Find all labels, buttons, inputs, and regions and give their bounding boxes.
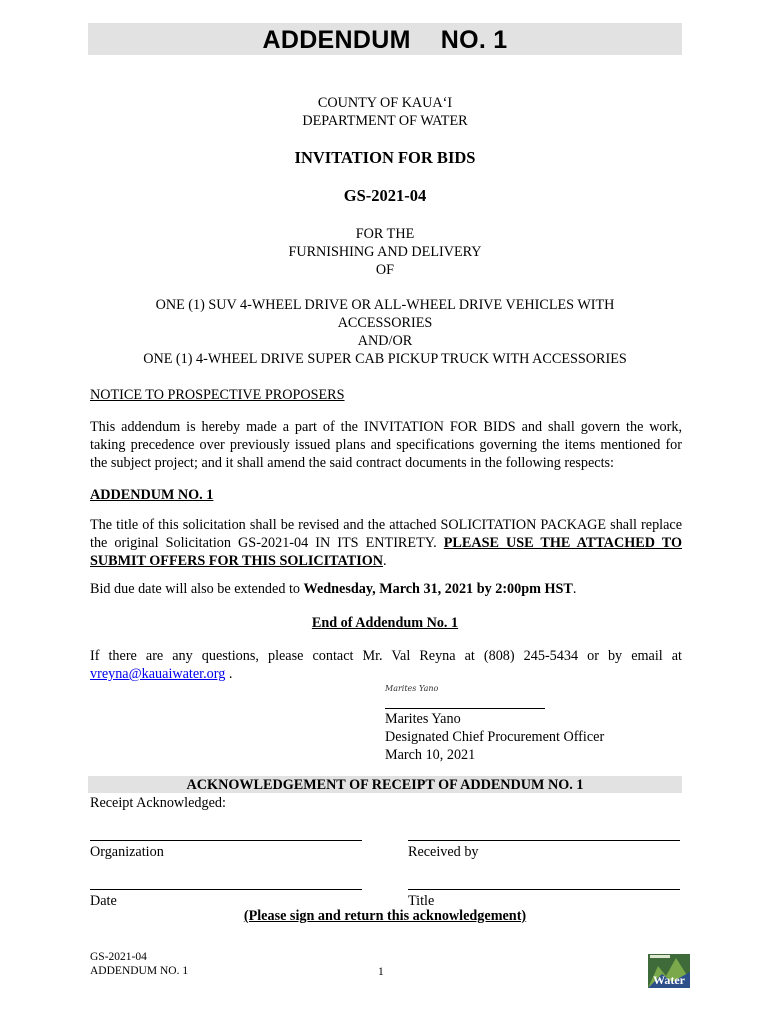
due-date-line: [90, 580, 682, 598]
signer-block: [385, 710, 645, 764]
received-by-field-line[interactable]: [408, 840, 680, 841]
page-number: 1: [378, 966, 384, 978]
furnishing-line: FURNISHING AND DELIVERY: [288, 244, 482, 260]
bid-number: GS-2021-04: [343, 186, 427, 205]
due-date-text: Bid due date will also be extended to: [90, 581, 304, 597]
signature-date: March 10, 2021: [385, 747, 476, 763]
signer-name: Marites Yano: [385, 711, 461, 727]
addendum-body-end: .: [383, 553, 387, 569]
received-by-label: Received by: [408, 844, 479, 860]
contact-end: .: [225, 666, 233, 682]
return-instruction: (Please sign and return this acknowledgement): [243, 908, 527, 924]
organization-label: Organization: [90, 844, 164, 860]
footer-doc-label: ADDENDUM NO. 1: [90, 965, 189, 977]
addendum-title-bar: [88, 23, 682, 55]
contact-text: If there are any questions, please contact Mr. Val Reyna at (808) 245-5434 or by email at: [90, 648, 682, 664]
notice-body: This addendum is hereby made a part of the INVITATION FOR BIDS and shall govern the work, taking precedence over previously issued plans and specifications governing the items mentioned for the subject project; and it shall amend the said contract documents in the following respects:: [90, 419, 682, 471]
addendum-body-emphasis: PLEASE USE THE ATTACHED TO SUBMIT OFFERS FOR THIS SOLICITATION: [90, 535, 683, 569]
for-the: FOR THE: [355, 226, 415, 242]
footer-doc-number: GS-2021-04: [90, 951, 147, 963]
due-date-end: .: [572, 581, 577, 597]
bid-heading: INVITATION FOR BIDS: [294, 148, 476, 167]
organization-field-line[interactable]: [90, 840, 362, 841]
of-line: OF: [375, 262, 395, 278]
title-field-line[interactable]: [408, 889, 680, 890]
andor-line: AND/OR: [357, 333, 413, 349]
water-logo-icon: [648, 954, 690, 988]
date-field-line[interactable]: [90, 889, 362, 890]
due-date-value: Wednesday, March 31, 2021 by 2:00pm HST: [303, 581, 573, 597]
signature-line: [385, 708, 545, 709]
item1-line2: ACCESSORIES: [337, 315, 433, 331]
acknowledgement-heading: ACKNOWLEDGEMENT OF RECEIPT OF ADDENDUM NO. 1: [88, 776, 682, 793]
title-label: Title: [408, 893, 435, 909]
title-right: NO. 1: [440, 26, 508, 54]
date-label: Date: [90, 893, 117, 909]
receipt-acknowledged-label: Receipt Acknowledged:: [90, 795, 226, 811]
addendum-body: [90, 516, 682, 570]
footer-doc-info: [90, 950, 188, 978]
item2-line: ONE (1) 4-WHEEL DRIVE SUPER CAB PICKUP TRUCK WITH ACCESSORIES: [143, 351, 627, 367]
end-of-addendum: End of Addendum No. 1: [311, 615, 459, 631]
notice-heading: NOTICE TO PROSPECTIVE PROPOSERS: [90, 387, 345, 403]
item1-line1: ONE (1) SUV 4-WHEEL DRIVE OR ALL-WHEEL DRIVE VEHICLES WITH: [155, 297, 615, 313]
contact-email-link[interactable]: vreyna@kauaiwater.org: [90, 666, 226, 682]
addendum-heading: ADDENDUM NO. 1: [90, 487, 214, 503]
signer-title: Designated Chief Procurement Officer: [385, 729, 605, 745]
addendum-body-text: The title of this solicitation shall be revised and the attached SOLICITATION PACKAGE shall replace the original Solicitation GS-2021-04 IN ITS ENTIRETY.: [90, 517, 682, 551]
title-left: ADDENDUM: [262, 26, 411, 54]
signature-image: Marites Yano: [385, 684, 439, 693]
contact-paragraph: [90, 647, 682, 683]
department-name: DEPARTMENT OF WATER: [302, 113, 468, 129]
county-name: COUNTY OF KAUA‘I: [317, 95, 453, 111]
logo-text: Water: [653, 973, 685, 987]
